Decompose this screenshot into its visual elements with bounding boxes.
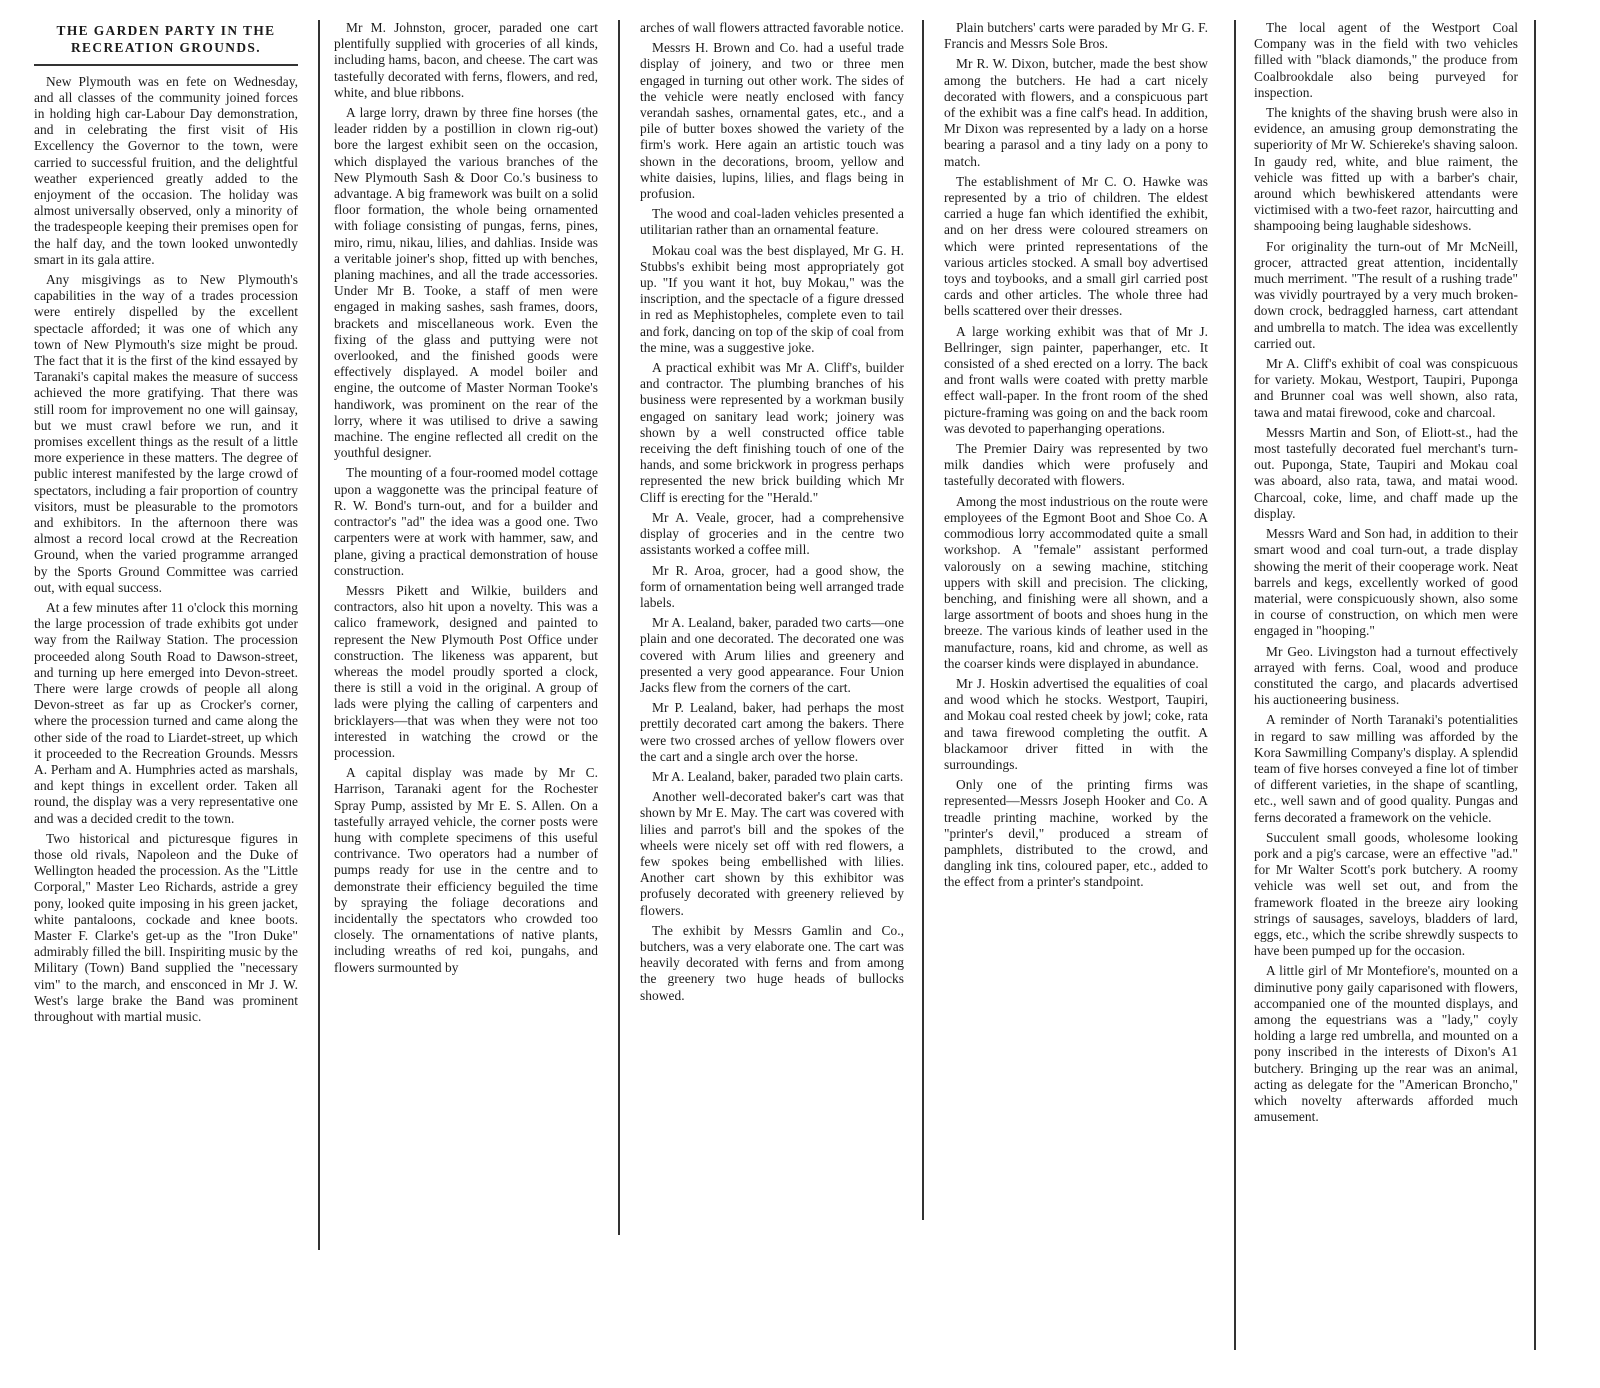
column-rule bbox=[922, 20, 924, 1220]
headline-line-2: RECREATION GROUNDS. bbox=[70, 40, 262, 55]
paragraph: For originality the turn-out of Mr McNeill, grocer, attracted great attention, incidentally much merriment. "The result of a rushing trade" was vividly pourtrayed by a very much broken-down crock, bedraggled harness, cart attendant and umbrella to match. The idea was excellently carried out. bbox=[1254, 238, 1518, 351]
column-1 bbox=[34, 20, 298, 1029]
paragraph: The knights of the shaving brush were also in evidence, an amusing group demonstrating the superiority of Mr W. Schiereke's shaving saloon. In gaudy red, white, and blue raiment, the vehicle was fitted up with a barber's chair, around which bewhiskered attendants were victimised with a two-feet razor, haircutting and shampooing being laughable sideshows. bbox=[1254, 105, 1518, 234]
paragraph: Mr P. Lealand, baker, had perhaps the most prettily decorated cart among the bakers. There were two crossed arches of yellow flowers over the cart and a single arch over the horse. bbox=[640, 700, 904, 764]
paragraph: Mr A. Lealand, baker, paraded two carts—one plain and one decorated. The decorated one was covered with Arum lilies and greenery and presented a very good appearance. Four Union Jacks flew from the corners of the cart. bbox=[640, 615, 904, 695]
paragraph: A capital display was made by Mr C. Harrison, Taranaki agent for the Rochester Spray Pump, assisted by Mr E. S. Allen. On a tastefully arrayed vehicle, the corner posts were hung with complete specimens of this useful contrivance. Two operators had a number of pumps ready for use in the centre and to demonstrate their efficiency beguiled the time by spraying the foliage decorations and incidentally the spectators who crowded too closely. The ornamentations of native plants, including wreaths of red koi, pungahs, and flowers surmounted by bbox=[334, 765, 598, 975]
paragraph: Mr R. W. Dixon, butcher, made the best show among the butchers. He had a cart nicely decorated with flowers, and a conspicuous part of the exhibit was a fine calf's head. In addition, Mr Dixon was represented by a lady on a horse bearing a parasol and a tiny lady on a pony to match. bbox=[944, 56, 1208, 169]
paragraph: Mr R. Aroa, grocer, had a good show, the form of ornamentation being well arranged trade labels. bbox=[640, 562, 904, 610]
column-5 bbox=[1254, 20, 1518, 1129]
paragraph: Succulent small goods, wholesome looking pork and a pig's carcase, were an effective "ad." for Mr Walter Scott's pork butchery. A roomy vehicle was well set out, and from the framework floated in the breeze airy looking strings of sausages, saveloys, bladders of lard, eggs, etc., which the scribe shrewdly suspects to have been pumped up for the occasion. bbox=[1254, 829, 1518, 959]
paragraph: Mr M. Johnston, grocer, paraded one cart plentifully supplied with groceries of all kinds, including hams, bacon, and cheese. The cart was tastefully decorated with ferns, flowers, and red, white, and blue ribbons. bbox=[334, 20, 598, 100]
paragraph: Mr Geo. Livingston had a turnout effectively arrayed with ferns. Coal, wood and produce constituted the cargo, and placards advertised his auctioneering business. bbox=[1254, 643, 1518, 708]
column-4 bbox=[944, 20, 1208, 895]
headline-rule bbox=[34, 64, 298, 66]
paragraph: Messrs Martin and Son, of Eliott-st., had the most tastefully decorated fuel merchant's turn-out. Puponga, State, Taupiri and Mokau coal was aboard, also rata, tawa, and matai wood. Charcoal, coke, lime, and chaff made up the display. bbox=[1254, 424, 1518, 521]
paragraph: Only one of the printing firms was represented—Messrs Joseph Hooker and Co. A treadle printing machine, worked by the "printer's devil," produced a stream of pamphlets, distributed to the crowd, and dangling ink tins, coloured paper, etc., added to the effect from a printer's standpoint. bbox=[944, 777, 1208, 890]
paragraph: The Premier Dairy was represented by two milk dandies which were profusely and tastefully decorated with flowers. bbox=[944, 441, 1208, 489]
paragraph: A large working exhibit was that of Mr J. Bellringer, sign painter, paperhanger, etc. It consisted of a shed erected on a lorry. The back and front walls were coated with pretty marble effect wall-paper. In the front room of the shed picture-framing was going on and the back room was devoted to paperhanging operations. bbox=[944, 323, 1208, 436]
column-rule bbox=[618, 20, 620, 1235]
paragraph: Mr A. Cliff's exhibit of coal was conspicuous for variety. Mokau, Westport, Taupiri, Puponga and Brunner coal was well shown, also rata, tawa and matai firewood, coke and charcoal. bbox=[1254, 356, 1518, 420]
paragraph: The exhibit by Messrs Gamlin and Co., butchers, was a very elaborate one. The cart was heavily decorated with ferns and from among the greenery two huge heads of bullocks showed. bbox=[640, 922, 904, 1003]
paragraph: A little girl of Mr Montefiore's, mounted on a diminutive pony gaily caparisoned with flowers, accompanied one of the mounted displays, and among the equestrians was a "lady," coyly holding a large red umbrella, and mounted on a pony inscribed in the interests of Dixon's A1 butchery. Bringing up the rear was an animal, acting as delegate for the "American Broncho," which novelty afterwards afforded much amusement. bbox=[1254, 963, 1518, 1125]
column-2 bbox=[334, 20, 598, 980]
paragraph: The local agent of the Westport Coal Company was in the field with two vehicles filled with "black diamonds," the produce from Coalbrookdale also being purveyed for inspection. bbox=[1254, 20, 1518, 100]
paragraph: A large lorry, drawn by three fine horses (the leader ridden by a postillion in clown rig-out) bore the largest exhibit seen on the occasion, which displayed the various branches of the New Plymouth Sash & Door Co.'s business to advantage. A big framework was built on a solid floor formation, the whole being ornamented with foliage consisting of pungas, ferns, pines, miro, rimu, nikau, lilies, and dahlias. Inside was a veritable joiner's shop, fitted up with benches, planing machines, and all the trade accessories. Under Mr B. Tooke, a staff of men were engaged in making sashes, sash frames, doors, brackets and miscellaneous work. Even the fixing of the glass and puttying were not overlooked, and the finished goods were effectively displayed. A model boiler and engine, the outcome of Master Norman Tooke's handiwork, was prominent on the rear of the lorry, where it was utilised to drive a sawing machine. The engine reflected all credit on the youthful designer. bbox=[334, 105, 598, 461]
paragraph: Plain butchers' carts were paraded by Mr G. F. Francis and Messrs Sole Bros. bbox=[944, 20, 1208, 52]
headline bbox=[34, 22, 298, 56]
paragraph: Mokau coal was the best displayed, Mr G. H. Stubbs's exhibit being most appropriately got up. "If you want it hot, buy Mokau," was the inscription, and the spectacle of a figure dressed in red as Mephistopheles, complete even to tail and fork, dancing on top of the skip of coal from the mine, was a suggestive joke. bbox=[640, 242, 904, 355]
paragraph: Messrs Ward and Son had, in addition to their smart wood and coal turn-out, a trade display showing the merit of their cooperage work. Neat barrels and kegs, excellently worked of good material, were conspicuously shown, also some in course of construction, on which men were engaged in "hooping." bbox=[1254, 526, 1518, 639]
column-rule bbox=[1534, 20, 1536, 1350]
paragraph: arches of wall flowers attracted favorable notice. bbox=[640, 20, 904, 35]
paragraph: Mr A. Lealand, baker, paraded two plain carts. bbox=[652, 768, 904, 784]
paragraph: New Plymouth was en fete on Wednesday, and all classes of the community joined forces in holding high car-Labour Day demonstration, and in celebrating the first visit of His Excellency the Governor to the town, were carried to successful fruition, and the delightful weather experienced greatly added to the enjoyment of the occasion. The holiday was almost universally observed, only a minority of the tradespeople keeping their premises open for the half day, and the town looked unwontedly smart in its gala attire. bbox=[34, 73, 298, 267]
column-3 bbox=[640, 20, 904, 1008]
paragraph: Any misgivings as to New Plymouth's capabilities in the way of a trades procession were entirely dispelled by the excellent spectacle afforded; it was one of which any town of New Plymouth's size might be proud. The fact that it is the first of the kind essayed by Taranaki's capital makes the measure of success achieved the more gratifying. That there was still room for improvement no one will gainsay, but we must crawl before we run, and it promises excellent things as the result of a little more experience in these matters. The degree of public interest manifested by the large crowd of spectators, including a fair proportion of country visitors, must be pleasurable to the promotors and exhibitors. In the afternoon there was almost a record local crowd at the Recreation Ground, when the varied programme arranged by the Sports Ground Committee was carried out, with equal success. bbox=[34, 271, 298, 595]
paragraph: Among the most industrious on the route were employees of the Egmont Boot and Shoe Co. A commodious lorry accommodated quite a small workshop. A "female" assistant performed valorously on a sewing machine, stitching uppers with skill and precision. The clicking, benching, and finishing were all shown, and a large assortment of boots and shoes hung in the breeze. The various kinds of leather used in the manufacture, roans, kid and chrome, as well as the coarser kinds were displayed in abundance. bbox=[944, 493, 1208, 671]
paragraph: The mounting of a four-roomed model cottage upon a waggonette was the principal feature of R. W. Bond's turn-out, and for a builder and contractor's "ad" the idea was a good one. Two carpenters were at work with hammer, saw, and plane, giving a practical demonstration of house construction. bbox=[334, 465, 598, 578]
paragraph: The wood and coal-laden vehicles presented a utilitarian rather than an ornamental feature. bbox=[640, 206, 904, 238]
paragraph: At a few minutes after 11 o'clock this morning the large procession of trade exhibits got under way from the Railway Station. The procession proceeded along South Road to Dawson-street, and turning up here emerged into Devon-street. There were large crowds of people all along Devon-street as far up as Crocker's corner, where the procession turned and came along the other side of the road to Liardet-street, up which it proceeded to the Recreation Grounds. Messrs A. Perham and A. Humphries acted as marshals, and kept things in excellent order. Taken all round, the display was a very representative one and was a decided credit to the town. bbox=[34, 600, 298, 826]
paragraph: Another well-decorated baker's cart was that shown by Mr E. May. The cart was covered with lilies and parrot's bill and the spokes of the wheels were nicely set off with red flowers, a few spokes being embellished with lilies. Another cart shown by this exhibitor was profusely decorated with greenery relieved by flowers. bbox=[640, 789, 904, 918]
column-rule bbox=[318, 20, 320, 1250]
paragraph: A practical exhibit was Mr A. Cliff's, builder and contractor. The plumbing branches of his business were represented by a workman busily engaged on sanitary lead work; joinery was shown by a well constructed office table receiving the deft finishing touch of one of the hands, and some brickwork in progress perhaps represented the new brick building which Mr Cliff is erecting for the "Herald." bbox=[640, 360, 904, 505]
paragraph: Two historical and picturesque figures in those old rivals, Napoleon and the Duke of Wellington headed the procession. As the "Little Corporal," Master Leo Richards, astride a grey pony, looked quite imposing in his green jacket, white pantaloons, cockade and knee boots. Master F. Clarke's get-up as the "Iron Duke" admirably filled the bill. Inspiriting music by the Military (Town) Band supplied the "necessary vim" to the march, and ensconced in Mr J. W. West's large brake the Band was prominent throughout with martial music. bbox=[34, 830, 298, 1025]
column-rule bbox=[1234, 20, 1236, 1350]
paragraph: Mr J. Hoskin advertised the equalities of coal and wood which he stocks. Westport, Taupiri, and Mokau coal rested cheek by jowl; coke, rata and tawa firewood completing the outfit. A blackamoor driver fitted in with the surroundings. bbox=[944, 675, 1208, 772]
headline-line-1: THE GARDEN PARTY IN THE bbox=[56, 23, 276, 38]
paragraph: Messrs Pikett and Wilkie, builders and contractors, also hit upon a novelty. This was a calico framework, designed and painted to represent the New Plymouth Post Office under construction. The likeness was apparent, but whereas the model proudly sported a clock, there is still a void in the original. A group of lads were plying the calling of carpenters and bricklayers—that was when they were not too interested in watching the crowd or the procession. bbox=[334, 582, 598, 760]
paragraph: Mr A. Veale, grocer, had a comprehensive display of groceries and in the centre two assistants worked a coffee mill. bbox=[640, 509, 904, 558]
paragraph: Messrs H. Brown and Co. had a useful trade display of joinery, and two or three men engaged in turning out other work. The sides of the vehicle were neatly enclosed with fancy verandah sashes, ornamental gates, etc., and a pile of butter boxes showed the variety of the firm's work. Here again an artistic touch was shown in the decorations, broom, yellow and white daisies, lupins, lilies, and flags being in profusion. bbox=[640, 40, 904, 202]
paragraph: A reminder of North Taranaki's potentialities in regard to saw milling was afforded by the Kora Sawmilling Company's display. A splendid team of five horses conveyed a fine lot of timber of different varieties, in the shape of scantling, etc., well sawn and of good quality. Pungas and ferns decorated a framework on the vehicle. bbox=[1254, 712, 1518, 825]
paragraph: The establishment of Mr C. O. Hawke was represented by a trio of children. The eldest carried a huge fan which identified the exhibit, and on her dress were coloured streamers on which were printed representations of the various articles stocked. A small boy advertised toys and toybooks, and a small girl carried post cards and other articles. The whole three had bells scattered over their dresses. bbox=[944, 173, 1208, 319]
